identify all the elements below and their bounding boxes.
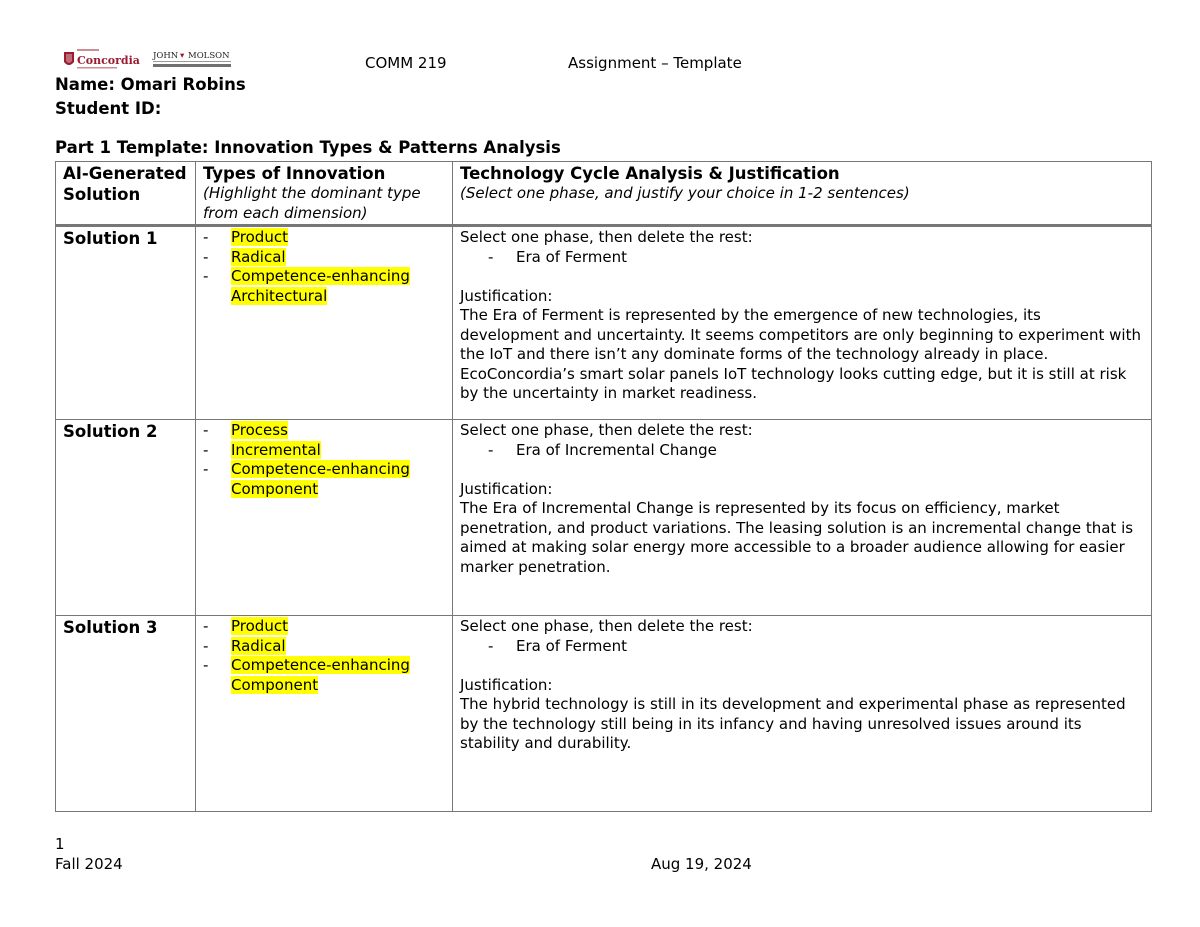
highlighted-type: Product	[231, 617, 288, 635]
type-item	[203, 441, 445, 461]
row-label-cell	[56, 420, 196, 616]
header-logos	[62, 46, 234, 72]
dash-marker: -	[203, 267, 209, 285]
highlighted-type: Component	[231, 479, 319, 498]
svg-text:JOHN: JOHN	[153, 51, 179, 61]
justification-text: The Era of Ferment is represented by the emergence of new technologies, its development and uncertainty. It seems competitors are only beginning to experiment with the IoT and there isn’t any dominate forms of the technology already in place. EcoConcordia’s smart solar panels IoT technology looks cutting edge, but it is still at risk by the uncertainty in market readiness.	[460, 306, 1141, 402]
svg-text:Concordia: Concordia	[77, 54, 140, 67]
justification-label: Justification:	[460, 675, 553, 694]
table-header-row	[56, 162, 1152, 226]
justification-text: The hybrid technology is still in its development and experimental phase as represented by the technology still being in its infancy and having unresolved issues around its stability and durability.	[460, 695, 1126, 752]
phase-name: Era of Ferment	[516, 636, 627, 655]
dash-marker: -	[203, 656, 209, 674]
phase-item	[460, 637, 1144, 657]
analysis-table	[55, 161, 1152, 812]
header-types-note: (Highlight the dominant type from each dimension)	[203, 184, 421, 222]
header-cycle-note: (Select one phase, and justify your choice in 1-2 sentences)	[460, 184, 910, 202]
highlighted-type: Radical	[231, 636, 286, 655]
student-id: Student ID:	[55, 99, 162, 118]
dash-marker: -	[203, 421, 209, 439]
dash-marker: -	[203, 636, 209, 655]
dash-marker: -	[203, 440, 209, 459]
highlighted-type: Competence-enhancing	[231, 267, 410, 285]
highlighted-type: Incremental	[231, 440, 321, 459]
row-label-cell	[56, 226, 196, 420]
type-item	[203, 460, 445, 499]
highlighted-type: Radical	[231, 247, 286, 266]
footer-term: Fall 2024	[55, 855, 123, 873]
dash-marker: -	[203, 617, 209, 635]
type-item	[203, 267, 445, 306]
types-list	[203, 617, 445, 695]
types-cell	[196, 616, 453, 812]
row-label: Solution 3	[63, 618, 158, 637]
dash-marker: -	[488, 247, 494, 266]
phase-instruction: Select one phase, then delete the rest:	[460, 228, 753, 246]
row-label: Solution 1	[63, 229, 158, 248]
row-label: Solution 2	[63, 422, 158, 441]
phase-name: Era of Ferment	[516, 247, 627, 266]
student-name: Name: Omari Robins	[55, 75, 246, 94]
type-item	[203, 617, 445, 637]
concordia-university-logo	[62, 46, 144, 72]
justification-label: Justification:	[460, 479, 553, 498]
header-cycle	[453, 162, 1152, 226]
highlighted-type: Component	[231, 675, 319, 694]
types-list	[203, 228, 445, 306]
highlighted-type: Process	[231, 421, 288, 439]
type-item	[203, 248, 445, 268]
header-types	[196, 162, 453, 226]
part-title: Part 1 Template: Innovation Types & Patterns Analysis	[55, 138, 561, 157]
type-item	[203, 637, 445, 657]
header-solution-label: AI-Generated Solution	[63, 164, 187, 204]
cycle-cell	[453, 420, 1152, 616]
justification-text: The Era of Incremental Change is represented by its focus on efficiency, market penetration, and product variations. The leasing solution is an incremental change that is aimed at making solar energy more accessible to a broader audience allowing for easier marker penetration.	[460, 499, 1134, 576]
type-item	[203, 421, 445, 441]
highlighted-type: Product	[231, 228, 288, 246]
dash-marker: -	[203, 460, 209, 478]
header-solution	[56, 162, 196, 226]
cycle-cell	[453, 616, 1152, 812]
highlighted-type: Competence-enhancing	[231, 656, 410, 674]
page-number: 1	[55, 835, 65, 853]
dash-marker: -	[488, 636, 494, 655]
table-row	[56, 616, 1152, 812]
document-title: Assignment – Template	[568, 54, 742, 72]
highlighted-type: Competence-enhancing	[231, 460, 410, 478]
types-list	[203, 421, 445, 499]
justification-label: Justification:	[460, 286, 553, 305]
phase-instruction: Select one phase, then delete the rest:	[460, 617, 753, 635]
cycle-cell	[453, 226, 1152, 420]
types-cell	[196, 420, 453, 616]
highlighted-type: Architectural	[231, 286, 328, 305]
phase-item	[460, 248, 1144, 268]
john-molson-school-of-business-logo	[152, 48, 234, 70]
phase-instruction: Select one phase, then delete the rest:	[460, 421, 753, 439]
types-cell	[196, 226, 453, 420]
course-code: COMM 219	[365, 54, 447, 72]
header-cycle-title: Technology Cycle Analysis & Justification	[460, 164, 840, 183]
phase-item	[460, 441, 1144, 461]
dash-marker: -	[203, 228, 209, 246]
footer-date: Aug 19, 2024	[651, 855, 752, 873]
svg-text:MOLSON: MOLSON	[188, 51, 230, 61]
dash-marker: -	[488, 440, 494, 459]
header-types-title: Types of Innovation	[203, 164, 386, 183]
type-item	[203, 228, 445, 248]
type-item	[203, 656, 445, 695]
phase-name: Era of Incremental Change	[516, 440, 717, 459]
svg-text:▾: ▾	[180, 51, 185, 61]
table-row	[56, 226, 1152, 420]
table-row	[56, 420, 1152, 616]
dash-marker: -	[203, 247, 209, 266]
row-label-cell	[56, 616, 196, 812]
